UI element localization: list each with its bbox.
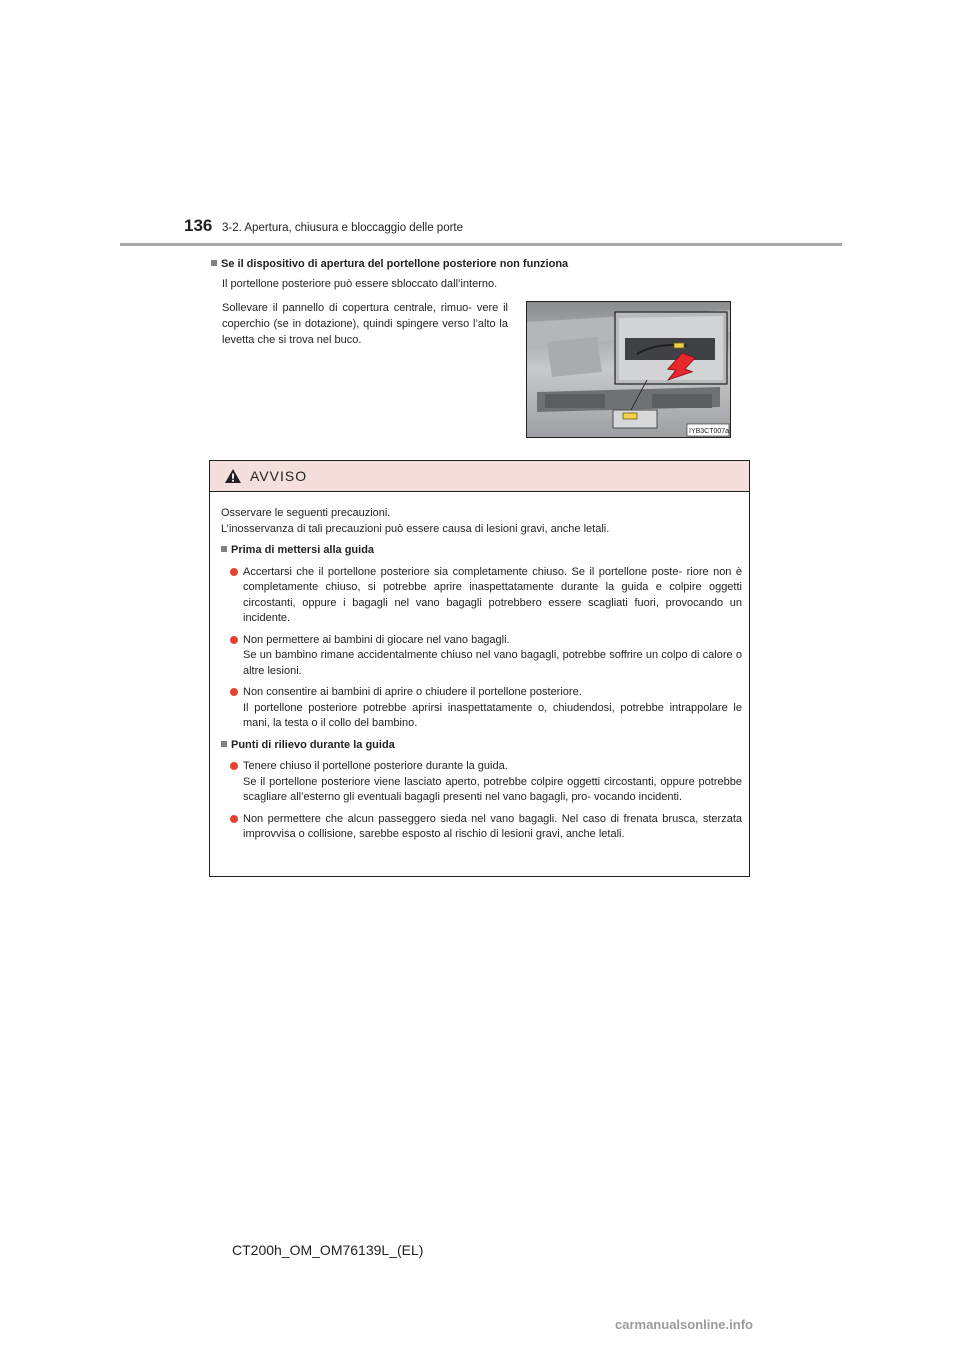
warning-box bbox=[209, 460, 750, 877]
section-heading-text: Se il dispositivo di apertura del portellone posteriore non funziona bbox=[221, 258, 569, 270]
warning-bullet-text: Il portellone posteriore potrebbe aprirsi inaspettatamente o, chiudendosi, potrebbe intrappolare le mani, la testa o il collo del bambino. bbox=[243, 701, 742, 729]
warning-bullet bbox=[221, 812, 742, 843]
illustration-svg bbox=[527, 302, 730, 437]
warning-triangle-icon bbox=[224, 468, 242, 484]
warning-body bbox=[210, 492, 749, 843]
tailgate-release-illustration bbox=[526, 301, 731, 438]
section-heading bbox=[211, 258, 568, 270]
warning-bullet bbox=[221, 759, 742, 806]
bullet-dot-icon bbox=[230, 762, 238, 770]
warning-bullet bbox=[221, 633, 742, 680]
warning-bullet-text: Non consentire ai bambini di aprire o chiudere il portellone posteriore. bbox=[243, 686, 582, 698]
square-bullet-icon bbox=[221, 546, 227, 552]
square-bullet-icon bbox=[221, 741, 227, 747]
warning-group-heading-text: Prima di mettersi alla guida bbox=[231, 544, 375, 556]
warning-header bbox=[210, 461, 749, 492]
bullet-dot-icon bbox=[230, 688, 238, 696]
warning-title: AVVISO bbox=[250, 468, 308, 484]
section-intro: Il portellone posteriore può essere sbloccato dall’interno. bbox=[222, 278, 498, 290]
header-rule bbox=[120, 243, 842, 246]
footer-doc-code: CT200h_OM_OM76139L_(EL) bbox=[232, 1242, 424, 1258]
warning-bullet bbox=[221, 685, 742, 732]
warning-intro-line: L’inosservanza di tali precauzioni può essere causa di lesioni gravi, anche letali. bbox=[221, 522, 610, 535]
warning-bullet-text: Se un bambino rimane accidentalmente chiuso nel vano bagagli, potrebbe soffrire un colpo di calore o altre lesioni. bbox=[243, 649, 742, 677]
bullet-dot-icon bbox=[230, 636, 238, 644]
page-number: 136 bbox=[184, 216, 213, 235]
warning-bullet bbox=[221, 565, 742, 627]
square-bullet-icon bbox=[211, 260, 217, 266]
warning-bullet-text: Non permettere che alcun passeggero sieda nel vano bagagli. Nel caso di frenata brusca, sterzata improvvisa o collisione, sarebbe esposto al rischio di lesioni gravi, anche letali. bbox=[243, 812, 742, 840]
bullet-dot-icon bbox=[230, 568, 238, 576]
warning-group-heading-text: Punti di rilievo durante la guida bbox=[231, 738, 395, 751]
bullet-dot-icon bbox=[230, 815, 238, 823]
warning-bullet-text: Se il portellone posteriore viene lasciato aperto, potrebbe colpire oggetti circostanti, oppure potrebbe scagliare all’esterno gli eventuali bagagli presenti nel vano bagagli, pro- vocando incidenti. bbox=[243, 775, 742, 803]
warning-bullet-text: Non permettere ai bambini di giocare nel vano bagagli. bbox=[243, 633, 510, 646]
section-title: 3-2. Apertura, chiusura e bloccaggio delle porte bbox=[222, 222, 464, 234]
warning-group-heading bbox=[221, 738, 742, 754]
figure-code: IYB3CT007a bbox=[689, 428, 730, 435]
warning-group-heading bbox=[221, 543, 742, 559]
warning-bullet-text: Accertarsi che il portellone posteriore sia completamente chiuso. Se il portellone poste- riore non è completamente chiuso, si potrebbe aprire inaspettatamente durante la guida e colpire oggetti circostanti, oppure i bagagli nel vano bagagli potrebbero essere scagliati fuori, provocando un incidente. bbox=[243, 565, 742, 624]
warning-bullet-text: Tenere chiuso il portellone posteriore durante la guida. bbox=[243, 760, 508, 772]
section-instruction: Sollevare il pannello di copertura centrale, rimuo- vere il coperchio (se in dotazione), quindi spingere verso l’alto la levetta che si trova nel buco. bbox=[222, 302, 508, 346]
footer-watermark: carmanualsonline.info bbox=[615, 1317, 753, 1332]
warning-intro-line: Osservare le seguenti precauzioni. bbox=[221, 507, 391, 519]
